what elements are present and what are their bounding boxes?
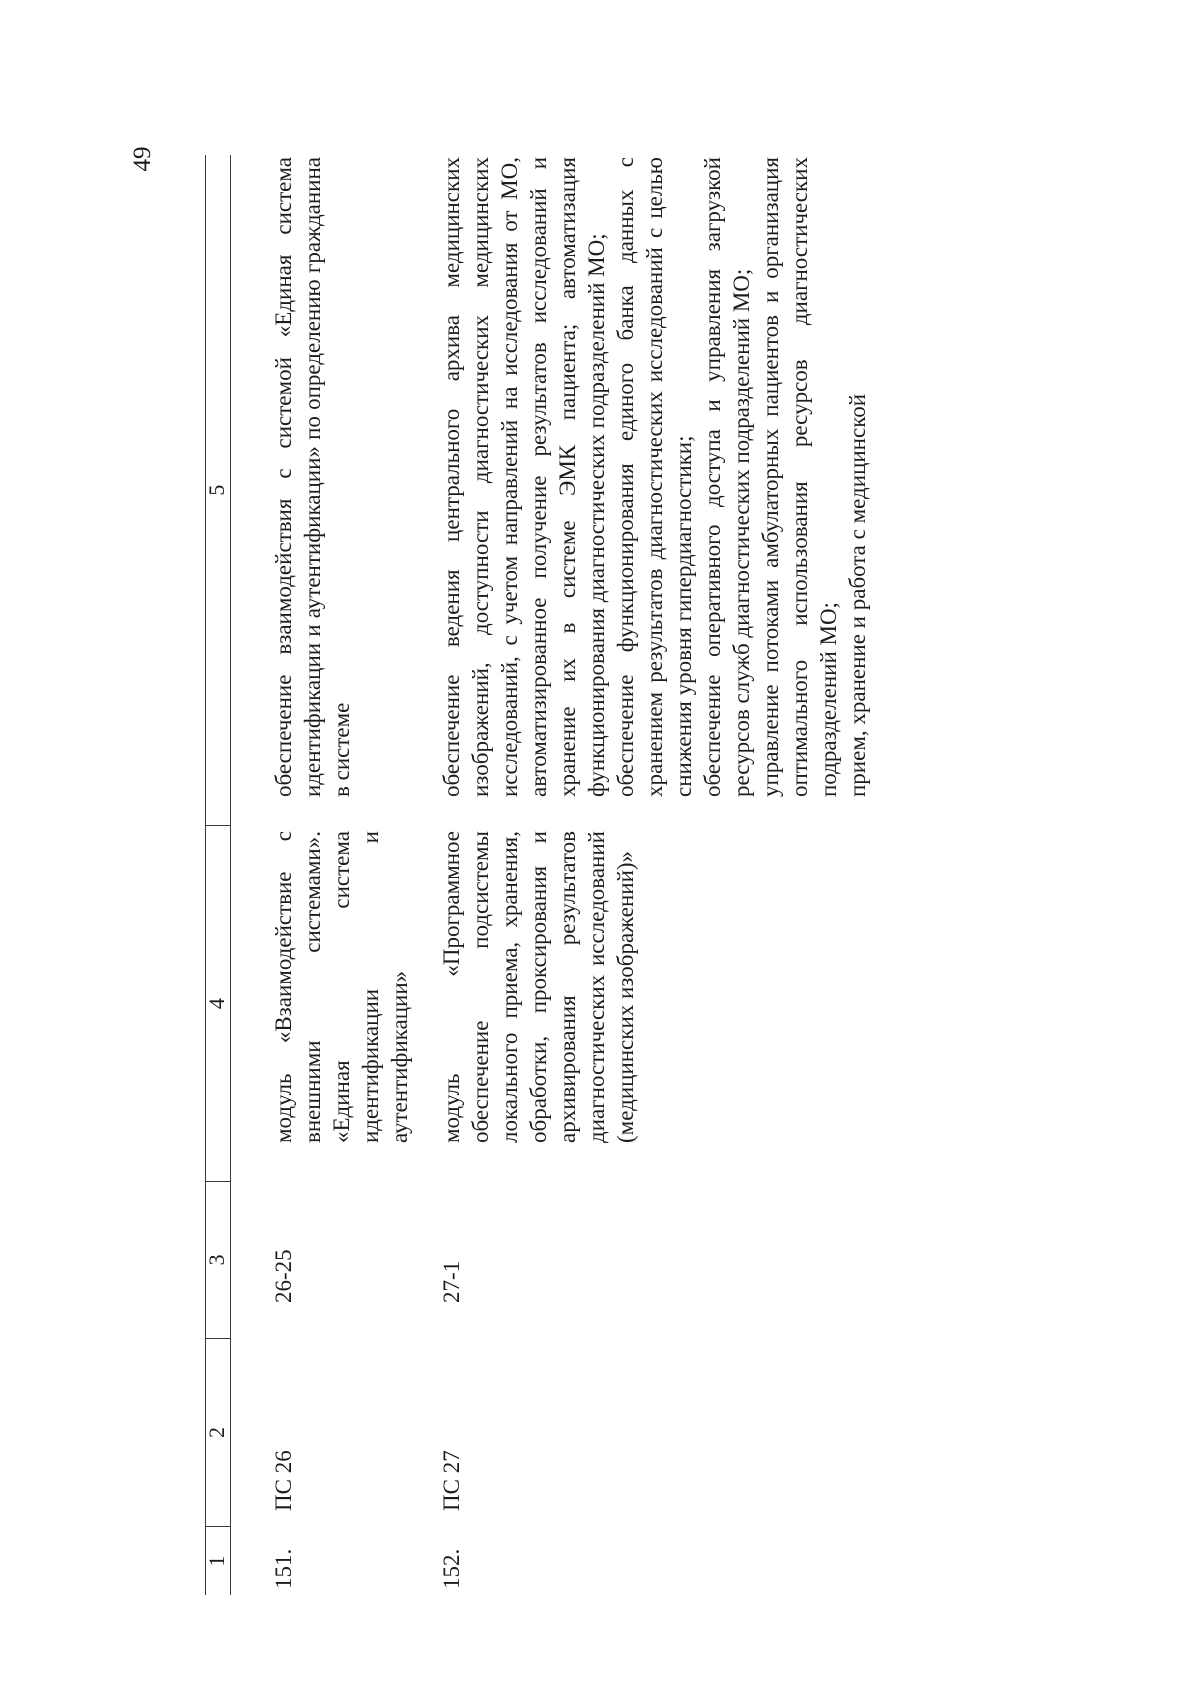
module-functions <box>269 155 435 827</box>
function-item: управление потоками амбулаторных пациентов и организация оптимального использования ресурсов диагностических подразделений МО; <box>758 157 841 797</box>
function-item: обеспечение функционирования единого банка данных с хранением результатов диагностических исследований с целью снижения уровня гипердиагностики; <box>613 157 696 797</box>
row-number: 151. <box>271 1548 296 1589</box>
module-name: модуль «Программное обеспечение подсистемы локального приема, хранения, обработки, проксирования и архивирования результатов диагностических исследований (медицинских изображений)» <box>439 831 638 1143</box>
subsystem-code: ПС 26 <box>271 1450 296 1511</box>
module-id: 27-1 <box>439 1260 464 1303</box>
function-item: обеспечение оперативного доступа и управления загрузкой ресурсов служб диагностических подразделений МО; <box>700 157 754 797</box>
function-item: обеспечение взаимодействия с системой «Единая система идентификации и аутентификации» по определению гражданина в системе <box>271 157 354 797</box>
header-col-5: 5 <box>206 155 230 826</box>
rotated-page <box>205 155 1085 1595</box>
module-functions <box>437 155 872 827</box>
subsystem-code: ПС 27 <box>439 1450 464 1511</box>
header-col-2: 2 <box>206 1339 230 1527</box>
row-number: 152. <box>439 1548 464 1589</box>
header-col-1: 1 <box>204 1555 229 1567</box>
module-name: модуль «Взаимодействие с внешними системами». «Единая система идентификации и аутентификации» <box>271 831 412 1143</box>
header-col-4: 4 <box>206 826 230 1182</box>
page-number: 49 <box>129 146 156 172</box>
module-id: 26-25 <box>271 1249 296 1303</box>
header-col-3: 3 <box>206 1182 230 1339</box>
function-item: обеспечение ведения центрального архива медицинских изображений, доступности диагностических медицинских исследований, с учетом направлений на исследования от МО, автоматизированное получение результатов исследований и хранение их в системе ЭМК пациента; автоматизация функционирования диагностических подразделений МО; <box>439 157 609 797</box>
table-row <box>437 155 872 1595</box>
table-row <box>269 155 435 1595</box>
function-item: прием, хранение и работа с медицинской <box>845 393 870 797</box>
table-header <box>205 155 231 1595</box>
